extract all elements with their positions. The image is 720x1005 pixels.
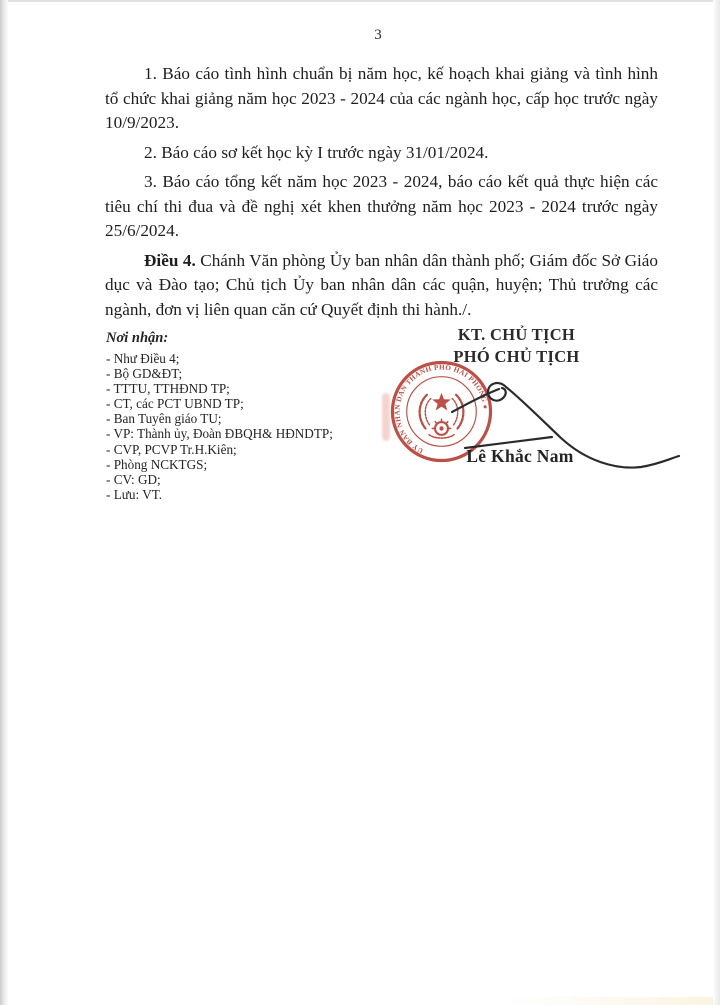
recipient-item: - Phòng NCKTGS; (106, 456, 208, 472)
page-number: 3 (374, 27, 382, 43)
scan-edge-right (713, 0, 720, 1005)
recipient-item: - Như Điều 4; (106, 351, 180, 366)
document-body (105, 62, 658, 327)
paragraph-4 (105, 249, 658, 323)
signature-title-line2: PHÓ CHỦ TỊCH (453, 347, 580, 366)
seal-ring-text: UỶ BAN NHÂN DÂN THÀNH PHỐ HẢI PHÒNG ● (393, 363, 490, 455)
paragraph-4-bold: Điều 4. (144, 250, 196, 270)
recipient-item: - CVP, PCVP Tr.H.Kiên; (106, 441, 237, 457)
recipient-item: - TTTU, TTHĐND TP; (106, 381, 230, 397)
paragraph-1-text: 1. Báo cáo tình hình chuẩn bị năm học, kế hoạch khai giảng và tình hình tổ chức khai giảng năm học 2023 - 2024 của các ngành học, cấp học trước ngày 10/9/2023. (105, 64, 658, 132)
scan-corner-tint (503, 997, 713, 1005)
recipient-item: - CT, các PCT UBND TP; (106, 396, 244, 412)
signature-title-line1: KT. CHỦ TỊCH (457, 325, 576, 344)
paragraph-2-text: 2. Báo cáo sơ kết học kỳ I trước ngày 31/01/2024. (144, 142, 489, 162)
recipient-item: - VP: Thành ủy, Đoàn ĐBQH& HĐNDTP; (106, 426, 333, 442)
recipient-item: - Ban Tuyên giáo TU; (106, 411, 222, 427)
recipients-block (106, 330, 406, 502)
paragraph-2 (105, 141, 658, 166)
scan-edge-left (0, 0, 8, 1005)
paragraph-4-text: Chánh Văn phòng Ủy ban nhân dân thành phố; Giám đốc Sở Giáo dục và Đào tạo; Chủ tịch Ủy ban nhân dân các quận, huyện; Thủ trưởng các ngành, đơn vị liên quan căn cứ Quyết định thi hành./. (105, 250, 659, 319)
paragraph-3-text: 3. Báo cáo tổng kết năm học 2023 - 2024, báo cáo kết quả thực hiện các tiêu chí thi đua và đề nghị xét khen thưởng năm học 2023 - 2024 trước ngày 25/6/2024. (105, 172, 658, 240)
paragraph-1 (105, 62, 658, 136)
signer-name: Lê Khắc Nam (466, 446, 574, 466)
recipients-label: Nơi nhận: (106, 330, 169, 346)
recipient-item: - Bộ GD&ĐT; (106, 366, 183, 382)
paragraph-3 (105, 170, 658, 244)
scan-edge-top (8, 0, 720, 2)
recipient-item: - Lưu: VT. (106, 486, 163, 502)
recipient-item: - CV: GD; (106, 471, 161, 487)
